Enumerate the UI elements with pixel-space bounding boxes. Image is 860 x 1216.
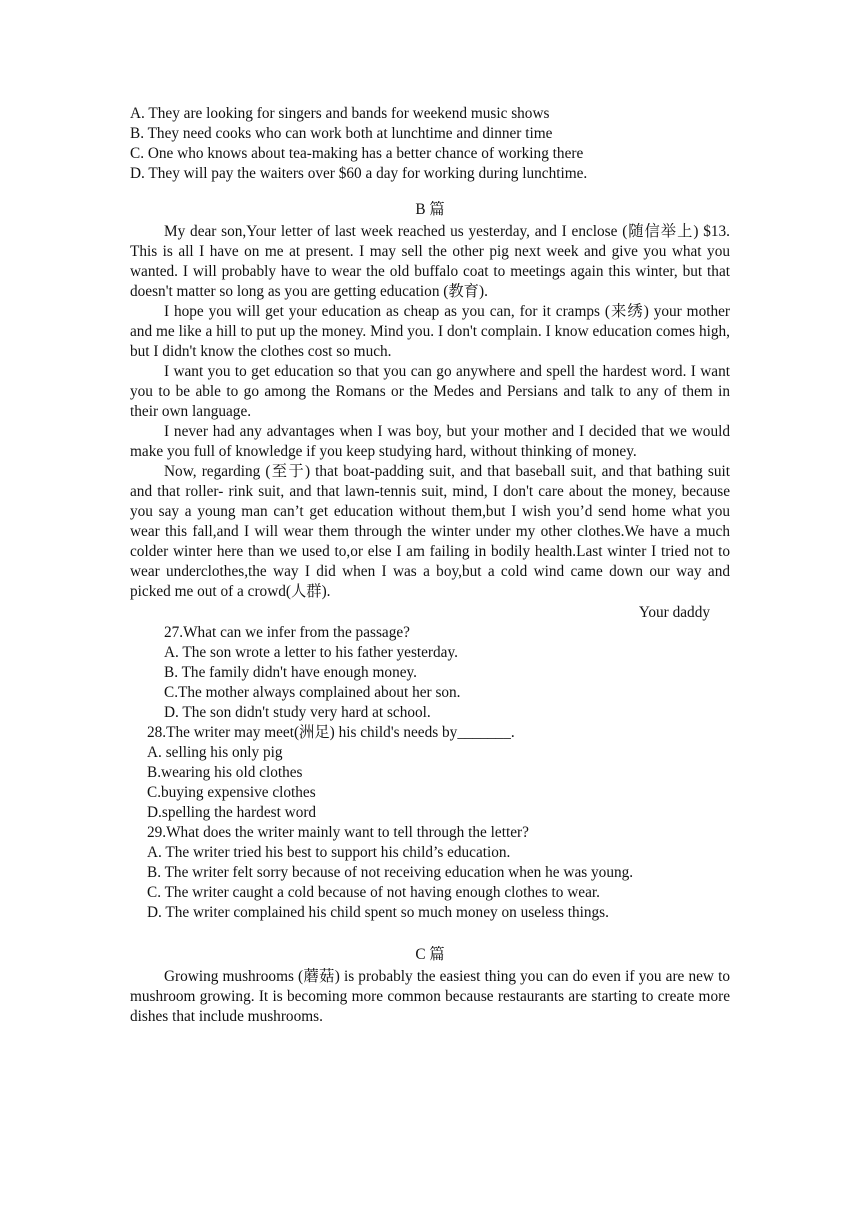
letter-paragraph-2: I hope you will get your education as cheap as you can, for it cramps (来绣) your mother and me like a hill to put up the money. Mind you. I don't complain. I know education comes high, but I didn't know the clothes cost so much. bbox=[130, 303, 730, 360]
section-c-heading: C 篇 bbox=[415, 946, 445, 963]
letter-signature: Your daddy bbox=[638, 604, 710, 621]
question-27 bbox=[130, 623, 730, 723]
section-c bbox=[130, 943, 730, 1027]
question-29-stem: 29.What does the writer mainly want to tell through the letter? bbox=[147, 824, 529, 841]
question-27-option-b: B. The family didn't have enough money. bbox=[164, 664, 417, 681]
question-29 bbox=[130, 823, 730, 923]
question-28 bbox=[130, 723, 730, 823]
question-27-stem: 27.What can we infer from the passage? bbox=[164, 624, 410, 641]
letter-paragraph-3: I want you to get education so that you can go anywhere and spell the hardest word. I want you to be able to go among the Romans or the Medes and Persians and talk to any of them in their own language. bbox=[130, 363, 730, 420]
question-29-option-c: C. The writer caught a cold because of not having enough clothes to wear. bbox=[147, 884, 600, 901]
question-28-option-a: A. selling his only pig bbox=[147, 744, 283, 761]
question-29-option-d: D. The writer complained his child spent so much money on useless things. bbox=[147, 904, 609, 921]
question-28-option-b: B.wearing his old clothes bbox=[147, 764, 303, 781]
question-29-option-a: A. The writer tried his best to support his child’s education. bbox=[147, 844, 511, 861]
letter-paragraph-1: My dear son,Your letter of last week reached us yesterday, and I enclose (随信举上) $13. This is all I have on me at present. I may sell the other pig next week and give you what you wanted. I will probably have to wear the old buffalo coat to meetings again this winter, but that doesn't matter so long as you are getting education (教育). bbox=[130, 223, 730, 300]
question-28-option-d: D.spelling the hardest word bbox=[147, 804, 317, 821]
letter-paragraph-4: I never had any advantages when I was boy, but your mother and I decided that we would make you full of knowledge if you keep studying hard, without thinking of money. bbox=[130, 423, 730, 460]
option-c: C. One who knows about tea-making has a better chance of working there bbox=[130, 145, 584, 162]
worksheet-page bbox=[130, 104, 730, 1027]
previous-question-options bbox=[130, 104, 730, 184]
question-27-option-c: C.The mother always complained about her son. bbox=[164, 684, 461, 701]
section-b bbox=[130, 198, 730, 923]
option-b: B. They need cooks who can work both at lunchtime and dinner time bbox=[130, 125, 553, 142]
section-b-heading: B 篇 bbox=[415, 201, 445, 218]
option-d: D. They will pay the waiters over $60 a day for working during lunchtime. bbox=[130, 165, 588, 182]
section-c-paragraph-1: Growing mushrooms (蘑菇) is probably the easiest thing you can do even if you are new to mushroom growing. It is becoming more common because restaurants are starting to create more dishes that include mushrooms. bbox=[130, 968, 730, 1025]
question-27-option-a: A. The son wrote a letter to his father yesterday. bbox=[164, 644, 458, 661]
letter-paragraph-5: Now, regarding (至于) that boat-padding suit, and that baseball suit, and that bathing suit and that roller- rink suit, and that lawn-tennis suit, mind, I don't care about the money, because you say a young man can’t get education without them,but I wish you’d send home what you wear this fall,and I will wear them through the winter under my other clothes.We have a much colder winter here than we used to,or else I am failing in bodily health.Last winter I tried not to wear underclothes,the way I did when I was a boy,but a cold wind came down our way and picked me out of a crowd(人群). bbox=[130, 463, 730, 600]
question-27-option-d: D. The son didn't study very hard at school. bbox=[164, 704, 431, 721]
question-28-option-c: C.buying expensive clothes bbox=[147, 784, 316, 801]
option-a: A. They are looking for singers and bands for weekend music shows bbox=[130, 105, 550, 122]
question-28-stem: 28.The writer may meet(洲足) his child's needs by_______. bbox=[147, 724, 515, 741]
question-29-option-b: B. The writer felt sorry because of not receiving education when he was young. bbox=[147, 864, 634, 881]
